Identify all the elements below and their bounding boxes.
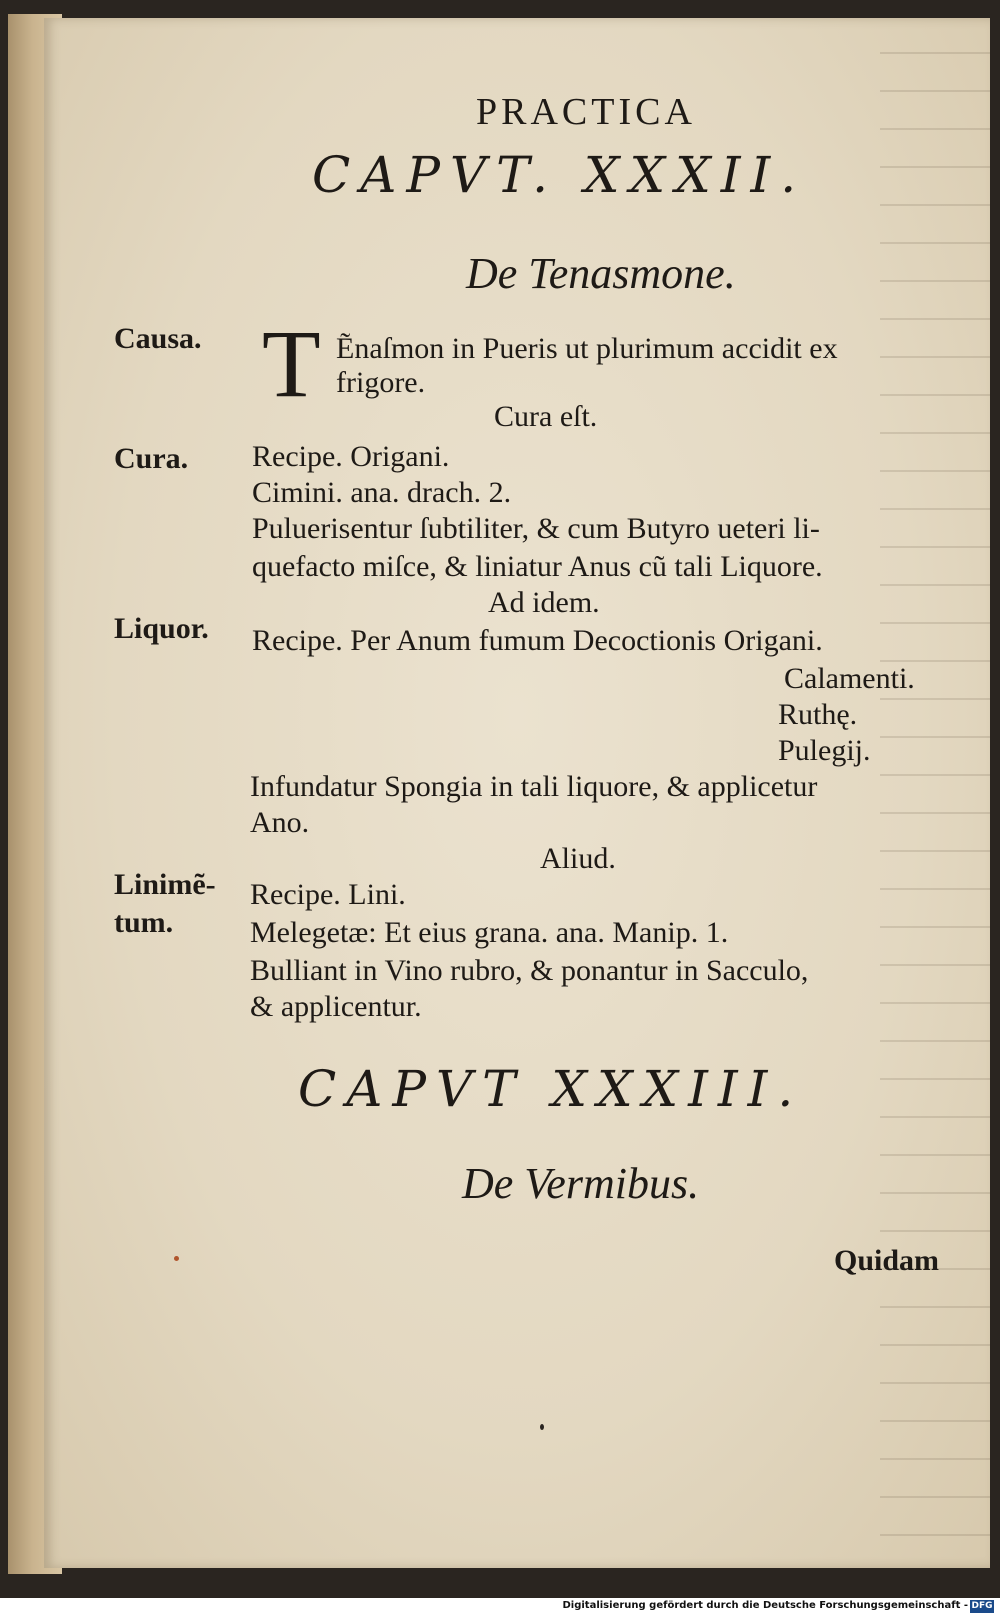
text-line: Aliud. — [540, 842, 616, 875]
chapter-subtitle-32: De Tenasmone. — [466, 249, 736, 298]
text-line: Melegetæ: Et eius grana. ana. Manip. 1. — [250, 916, 729, 949]
ink-spot — [174, 1256, 179, 1261]
catchword: Quidam — [834, 1244, 940, 1277]
text-line: Calamenti. — [784, 662, 915, 695]
text-line: frigore. — [336, 366, 426, 399]
text-line: Recipe. Per Anum fumum Decoctionis Origani. — [252, 624, 823, 657]
text-line: Cimini. ana. drach. 2. — [252, 476, 512, 509]
text-line: & applicentur. — [250, 990, 422, 1023]
text-line: Recipe. Origani. — [252, 440, 450, 473]
margin-note-liquor: Liquor. — [114, 612, 209, 645]
text-line: Puluerisentur ſubtiliter, & cum Butyro ueteri li- — [252, 512, 820, 545]
margin-note-liniment-2: tum. — [114, 906, 174, 939]
chapter-heading-33: CAPVT XXXIII. — [298, 1060, 804, 1118]
text-line: Ẽnaſmon in Pueris ut plurimum accidit ex — [336, 332, 838, 365]
drop-capital: T — [262, 310, 321, 417]
margin-note-cura: Cura. — [114, 442, 189, 475]
footer-credit: Digitalisierung gefördert durch die Deutsche Forschungsgemeinschaft - — [562, 1600, 968, 1611]
margin-note-liniment-1: Linimẽ- — [114, 868, 216, 901]
text-line: quefacto miſce, & liniatur Anus cũ tali Liquore. — [252, 550, 823, 583]
running-head: PRACTICA — [476, 91, 696, 133]
text-line: Cura eſt. — [494, 400, 598, 433]
text-line: Ad idem. — [488, 586, 600, 619]
margin-note-causa: Causa. — [114, 322, 202, 355]
text-line: Infundatur Spongia in tali liquore, & applicetur — [250, 770, 818, 803]
ink-spot — [540, 1424, 544, 1430]
text-line: Recipe. Lini. — [250, 878, 406, 911]
text-line: Bulliant in Vino rubro, & ponantur in Sacculo, — [250, 954, 809, 987]
text-line: Pulegij. — [778, 734, 871, 767]
dfg-logo: DFG — [971, 1601, 993, 1611]
chapter-subtitle-33: De Vermibus. — [462, 1159, 700, 1208]
text-line: Ruthę. — [778, 698, 858, 731]
chapter-heading-32: CAPVT. XXXII. — [312, 146, 807, 204]
text-line: Ano. — [250, 806, 310, 839]
show-through — [880, 30, 990, 1570]
